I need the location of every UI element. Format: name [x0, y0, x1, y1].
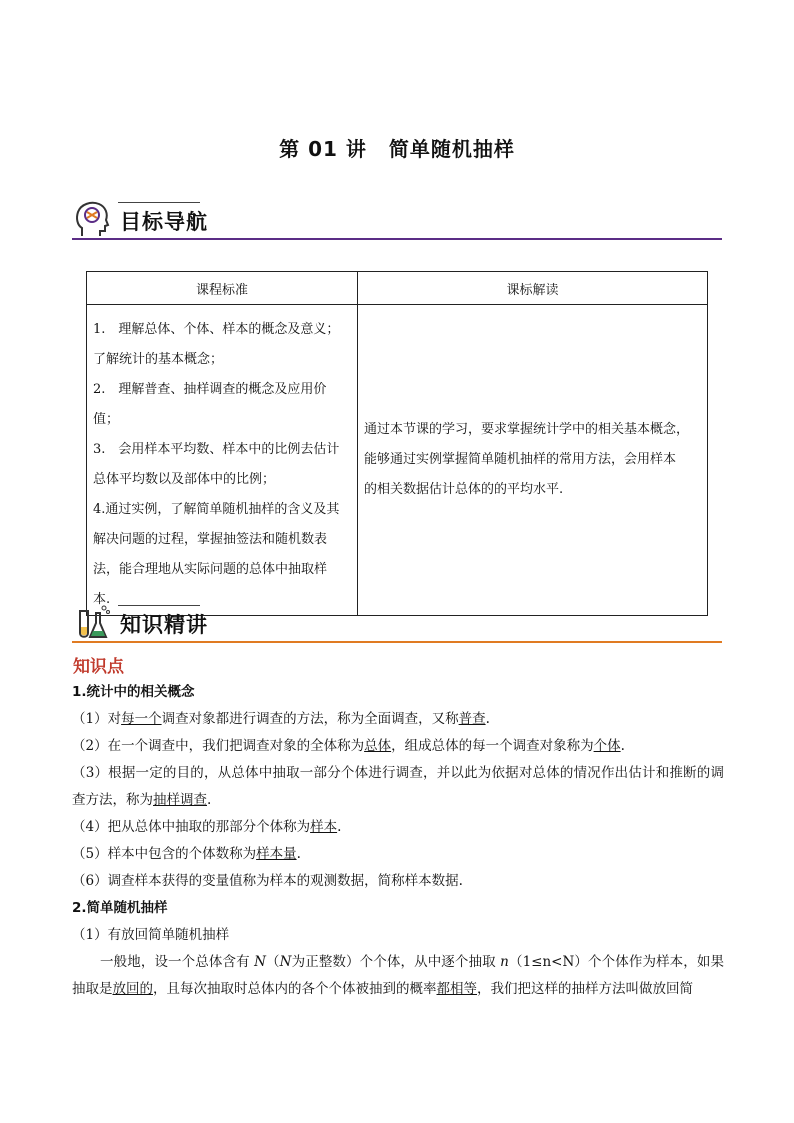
- lecture-number: 第 01 讲: [279, 137, 367, 161]
- standards-line: 法，能合理地从实际问题的总体中抽取样: [93, 562, 328, 577]
- subsection-heading: 1.统计中的相关概念: [72, 684, 195, 700]
- interpretation-line: 通过本节课的学习，要求掌握统计学中的相关基本概念，: [364, 422, 690, 437]
- section-header-goals: [72, 200, 722, 240]
- paragraph: 一般地，设一个总体含有 N（N为正整数）个个体，从中逐个抽取 n（1≤n<N）个个体作为样本，如果抽取是放回的，且每次抽取时总体内的各个个体被抽到的概率都相等，我们把这样的抽样方法叫做放回简: [72, 954, 725, 997]
- section-rule: [72, 238, 722, 240]
- divider: [118, 202, 200, 203]
- standards-line: 4.通过实例，了解简单随机抽样的含义及其: [93, 502, 340, 517]
- standards-line: 2. 理解普查、抽样调查的概念及应用价: [93, 382, 327, 397]
- flask-icon: [74, 603, 110, 641]
- underlined-term: 样本量: [256, 846, 297, 862]
- underlined-term: 抽样调查: [153, 792, 207, 808]
- list-item: （2）在一个调查中，我们把调查对象的全体称为总体，组成总体的每一个调查对象称为个体.: [72, 738, 625, 754]
- section-title: 目标导航: [120, 210, 208, 234]
- standards-line: 1. 理解总体、个体、样本的概念及意义；: [93, 322, 340, 337]
- section-title: 知识精讲: [120, 613, 208, 637]
- underlined-term: 放回的: [112, 981, 153, 997]
- interpretation-cell: [358, 305, 708, 616]
- subsection-heading: 2.简单随机抽样: [72, 900, 168, 916]
- standards-line: 了解统计的基本概念；: [93, 352, 224, 367]
- underlined-term: 个体: [593, 738, 621, 754]
- list-item: （4）把从总体中抽取的那部分个体称为样本.: [72, 819, 342, 835]
- standards-line: 解决问题的过程，掌握抽签法和随机数表: [93, 532, 328, 547]
- lecture-topic: 简单随机抽样: [388, 137, 515, 161]
- standards-line: 值；: [93, 412, 120, 427]
- standards-line: 总体平均数以及部体中的比例；: [93, 472, 276, 487]
- underlined-term: 总体: [364, 738, 392, 754]
- list-item: （6）调查样本获得的变量值称为样本的观测数据，简称样本数据.: [72, 873, 463, 889]
- table-header: 课标解读: [358, 272, 708, 305]
- divider: [118, 605, 200, 606]
- table-header: 课程标准: [87, 272, 358, 305]
- list-item: （1）对每一个调查对象都进行调查的方法，称为全面调查，又称普查.: [72, 711, 490, 727]
- underlined-term: 样本: [310, 819, 338, 835]
- interpretation-line: 的相关数据估计总体的的平均水平.: [364, 482, 564, 497]
- knowledge-point-title: 知识点: [73, 657, 124, 677]
- underlined-term: 普查: [458, 711, 486, 727]
- brain-head-icon: [74, 200, 110, 238]
- standards-line: 3. 会用样本平均数、样本中的比例去估计: [93, 442, 340, 457]
- knowledge-body: [72, 679, 724, 1003]
- underlined-term: 都相等: [436, 981, 477, 997]
- standards-cell: [87, 305, 358, 616]
- list-item: （3）根据一定的目的，从总体中抽取一部分个体进行调查，并以此为依据对总体的情况作出估计和推断的调查方法，称为抽样调查.: [72, 765, 724, 808]
- section-rule: [72, 641, 722, 643]
- section-header-knowledge: [72, 603, 722, 643]
- list-item: （5）样本中包含的个体数称为样本量.: [72, 846, 301, 862]
- interpretation-line: 能够通过实例掌握简单随机抽样的常用方法，会用样本: [364, 452, 677, 467]
- page-title: [0, 133, 794, 162]
- underlined-term: 每一个: [121, 711, 162, 727]
- sub-heading: （1）有放回简单随机抽样: [72, 927, 230, 943]
- curriculum-table: [86, 271, 708, 616]
- standards-line: 本.: [93, 592, 111, 607]
